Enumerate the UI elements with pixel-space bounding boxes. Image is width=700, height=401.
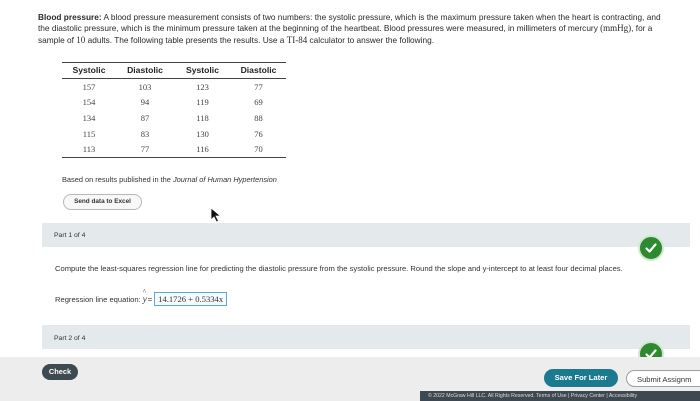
equals-sign: = (147, 294, 153, 304)
part-1-question: Compute the least-squares regression line for predicting the diastolic pressure from the systolic pressure. Round the slope and y-intercept to at least four decimal places. (55, 264, 623, 273)
intro-text-3: adults. The following table presents the results. Use a (87, 34, 285, 45)
table-cell: 113 (62, 141, 116, 157)
intro-text-1: A blood pressure measurement consists of two numbers: the systolic pressure, which is the maximum pressure taken when the heart is contracting, and the diastolic pressure, which is the minimum pressure taken at the beginning of the heartbeat. Blood pressures were measured, in millimeters of mercury (38, 12, 661, 34)
table-cell: 119 (196, 97, 209, 108)
table-header: Systolic (174, 63, 231, 79)
blood-pressure-table (62, 62, 286, 158)
table-row (62, 126, 286, 142)
part-1-label: Part 1 of 4 (54, 232, 86, 239)
table-cell: 83 (140, 128, 150, 139)
source-journal: Journal of Human Hypertension (172, 175, 277, 184)
intro-text-2: , for a sample of (38, 23, 653, 45)
intro-bold-label: Blood pressure: (38, 12, 102, 22)
intro-calculator: TI-84 (286, 34, 308, 45)
regression-label: Regression line equation: (55, 294, 141, 304)
y-symbol: y (142, 294, 147, 304)
table-cell: 123 (196, 81, 209, 92)
table-cell: 134 (82, 112, 96, 123)
table-cell: 69 (254, 97, 263, 108)
submit-assignment-button[interactable]: Submit Assignm (626, 370, 700, 387)
table-cell: 116 (174, 141, 231, 157)
data-source-note (62, 175, 277, 184)
intro-unit: (mmHg) (600, 23, 632, 34)
table-cell: 115 (82, 128, 96, 139)
send-to-excel-button[interactable]: Send data to Excel (63, 194, 142, 210)
table-cell: 154 (82, 97, 96, 108)
copyright-bar: © 2022 McGraw Hill LLC. All Rights Reserved. Terms of Use | Privacy Center | Accessibility (420, 391, 700, 401)
table-cell: 88 (254, 112, 263, 123)
table-cell: 70 (231, 141, 286, 157)
table-header: Systolic (62, 63, 116, 79)
table-row (62, 141, 286, 157)
table-header-row (62, 63, 286, 79)
table-cell: 87 (140, 112, 150, 123)
table-cell: 118 (196, 112, 209, 123)
table-cell: 77 (254, 81, 263, 92)
table-row (62, 110, 286, 126)
table-cell: 157 (82, 81, 96, 92)
part-2-header[interactable] (42, 325, 690, 349)
table-cell: 130 (196, 128, 209, 139)
table-cell: 103 (138, 81, 152, 92)
check-button[interactable]: Check (42, 364, 78, 380)
table-header: Diastolic (116, 63, 174, 79)
table-row (62, 79, 286, 95)
source-prefix: Based on results published in the (62, 175, 171, 184)
part-1-header[interactable] (42, 223, 690, 247)
intro-text-4: calculator to answer the following. (309, 34, 435, 45)
intro-sample-size: 10 (76, 34, 86, 45)
regression-answer-field[interactable]: 14.1726 + 0.5334x (154, 292, 227, 306)
save-for-later-button[interactable]: Save For Later (544, 369, 618, 387)
part-2-label: Part 2 of 4 (54, 335, 86, 342)
table-cell: 94 (140, 97, 150, 108)
table-header: Diastolic (231, 63, 286, 79)
table-cell: 76 (254, 128, 263, 139)
part-1-complete-check-icon (638, 235, 664, 261)
y-hat-symbol: ^ y (142, 288, 147, 304)
table-cell: 77 (116, 141, 174, 157)
regression-equation-row (55, 288, 227, 306)
problem-intro (38, 12, 668, 46)
table-row (62, 95, 286, 111)
